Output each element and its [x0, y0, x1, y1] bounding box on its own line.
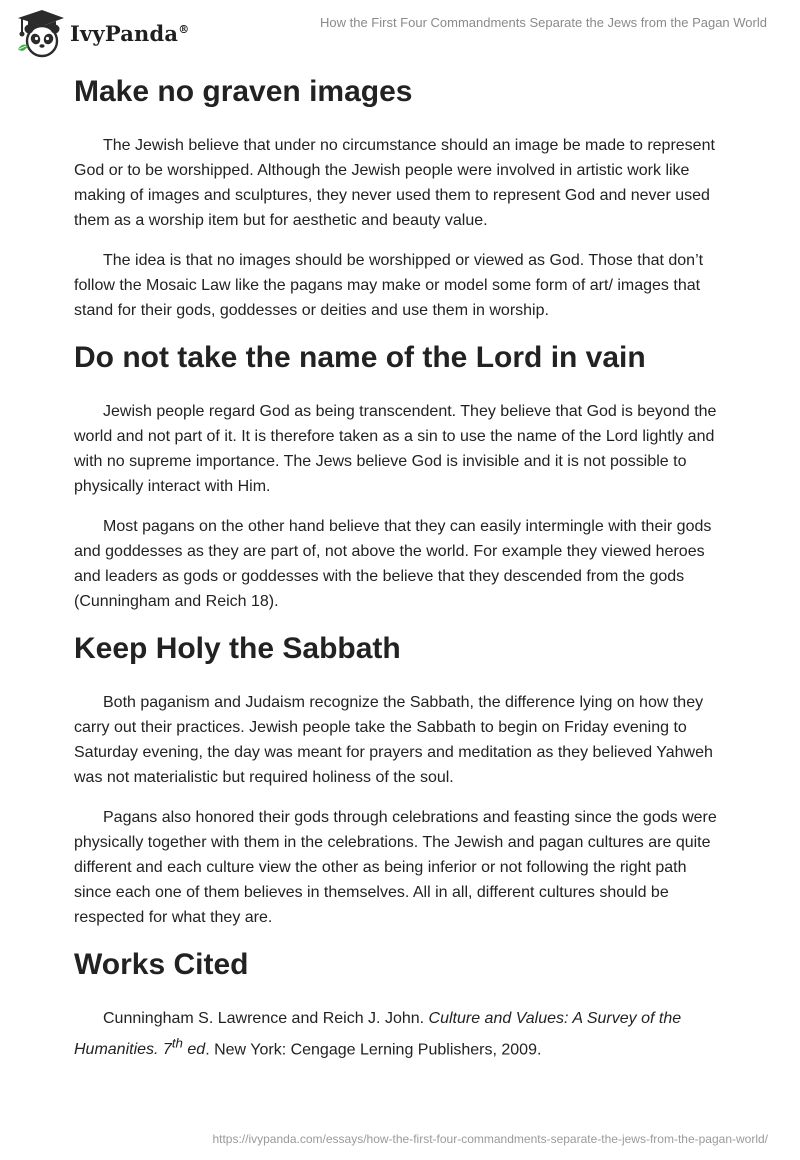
source-url[interactable]: https://ivypanda.com/essays/how-the-first-four-commandments-separate-the-jews-from-the-pagan-world/ [212, 1132, 768, 1146]
paragraph: Pagans also honored their gods through celebrations and feasting since the gods were physically together with them in the celebrations. The Jewish and pagan cultures are quite different and each culture view the other as being inferior or not following the right path since each one of them believes in themselves. All in all, different cultures should be respected for what they are. [74, 809, 717, 926]
section-name-in-vain [74, 338, 724, 614]
brand-name [70, 21, 189, 46]
citation-edition: ed [182, 1041, 206, 1059]
section-works-cited [74, 945, 724, 1062]
section-heading: Keep Holy the Sabbath [74, 632, 401, 665]
section-heading: Works Cited [74, 948, 249, 981]
running-title: How the First Four Commandments Separate the Jews from the Pagan World [319, 15, 767, 30]
page-header [0, 0, 800, 60]
citation-title-text: Culture and Values: A Survey of the Humanities. 7 [74, 1010, 682, 1059]
paragraph: Most pagans on the other hand believe that they can easily intermingle with their gods and goddesses as they are part of, not above the world. For example they viewed heroes and leaders as gods or goddesses with the believe that they descended from the gods (Cunningham and Reich 18). [74, 518, 712, 610]
section-sabbath [74, 629, 724, 930]
paragraph: Jewish people regard God as being transcendent. They believe that God is beyond the world and not part of it. It is therefore taken as a sin to use the name of the Lord lightly and with no supreme importance. The Jews believe God is invisible and it is not possible to physically interact with Him. [74, 403, 717, 495]
brand-name-text: IvyPanda [70, 20, 179, 46]
paragraph: Both paganism and Judaism recognize the Sabbath, the difference lying on how they carry out their practices. Jewish people take the Sabbath to begin on Friday evening to Saturday evening, the day was meant for prayers and meditation as they believed Yahweh was not materialistic but required holiness of the soul. [74, 694, 713, 786]
essay-body [74, 72, 724, 1077]
section-heading: Do not take the name of the Lord in vain [74, 341, 646, 374]
panda-graduate-icon [14, 8, 66, 58]
ivypanda-logo[interactable] [14, 8, 189, 58]
registered-mark: ® [178, 22, 190, 36]
paragraph: The Jewish believe that under no circumstance should an image be made to represent God or to be worshipped. Although the Jewish people were involved in artistic work like making of images and sculptures, they never used them to represent God and never used them as a worship item but for aesthetic and beauty value. [74, 137, 715, 229]
citation-edition-sup: th [171, 1036, 183, 1051]
section-graven-images [74, 72, 724, 323]
section-heading: Make no graven images [74, 75, 413, 108]
citation-authors: Cunningham S. Lawrence and Reich J. John. [103, 1010, 429, 1027]
paragraph: The idea is that no images should be worshipped or viewed as God. Those that don’t follow the Mosaic Law like the pagans may make or model some form of art/ images that stand for their gods, goddesses or deities and use them in worship. [74, 252, 704, 319]
citation-publisher: . New York: Cengage Lerning Publishers, 2009. [205, 1041, 542, 1059]
citation-entry [74, 1006, 724, 1062]
